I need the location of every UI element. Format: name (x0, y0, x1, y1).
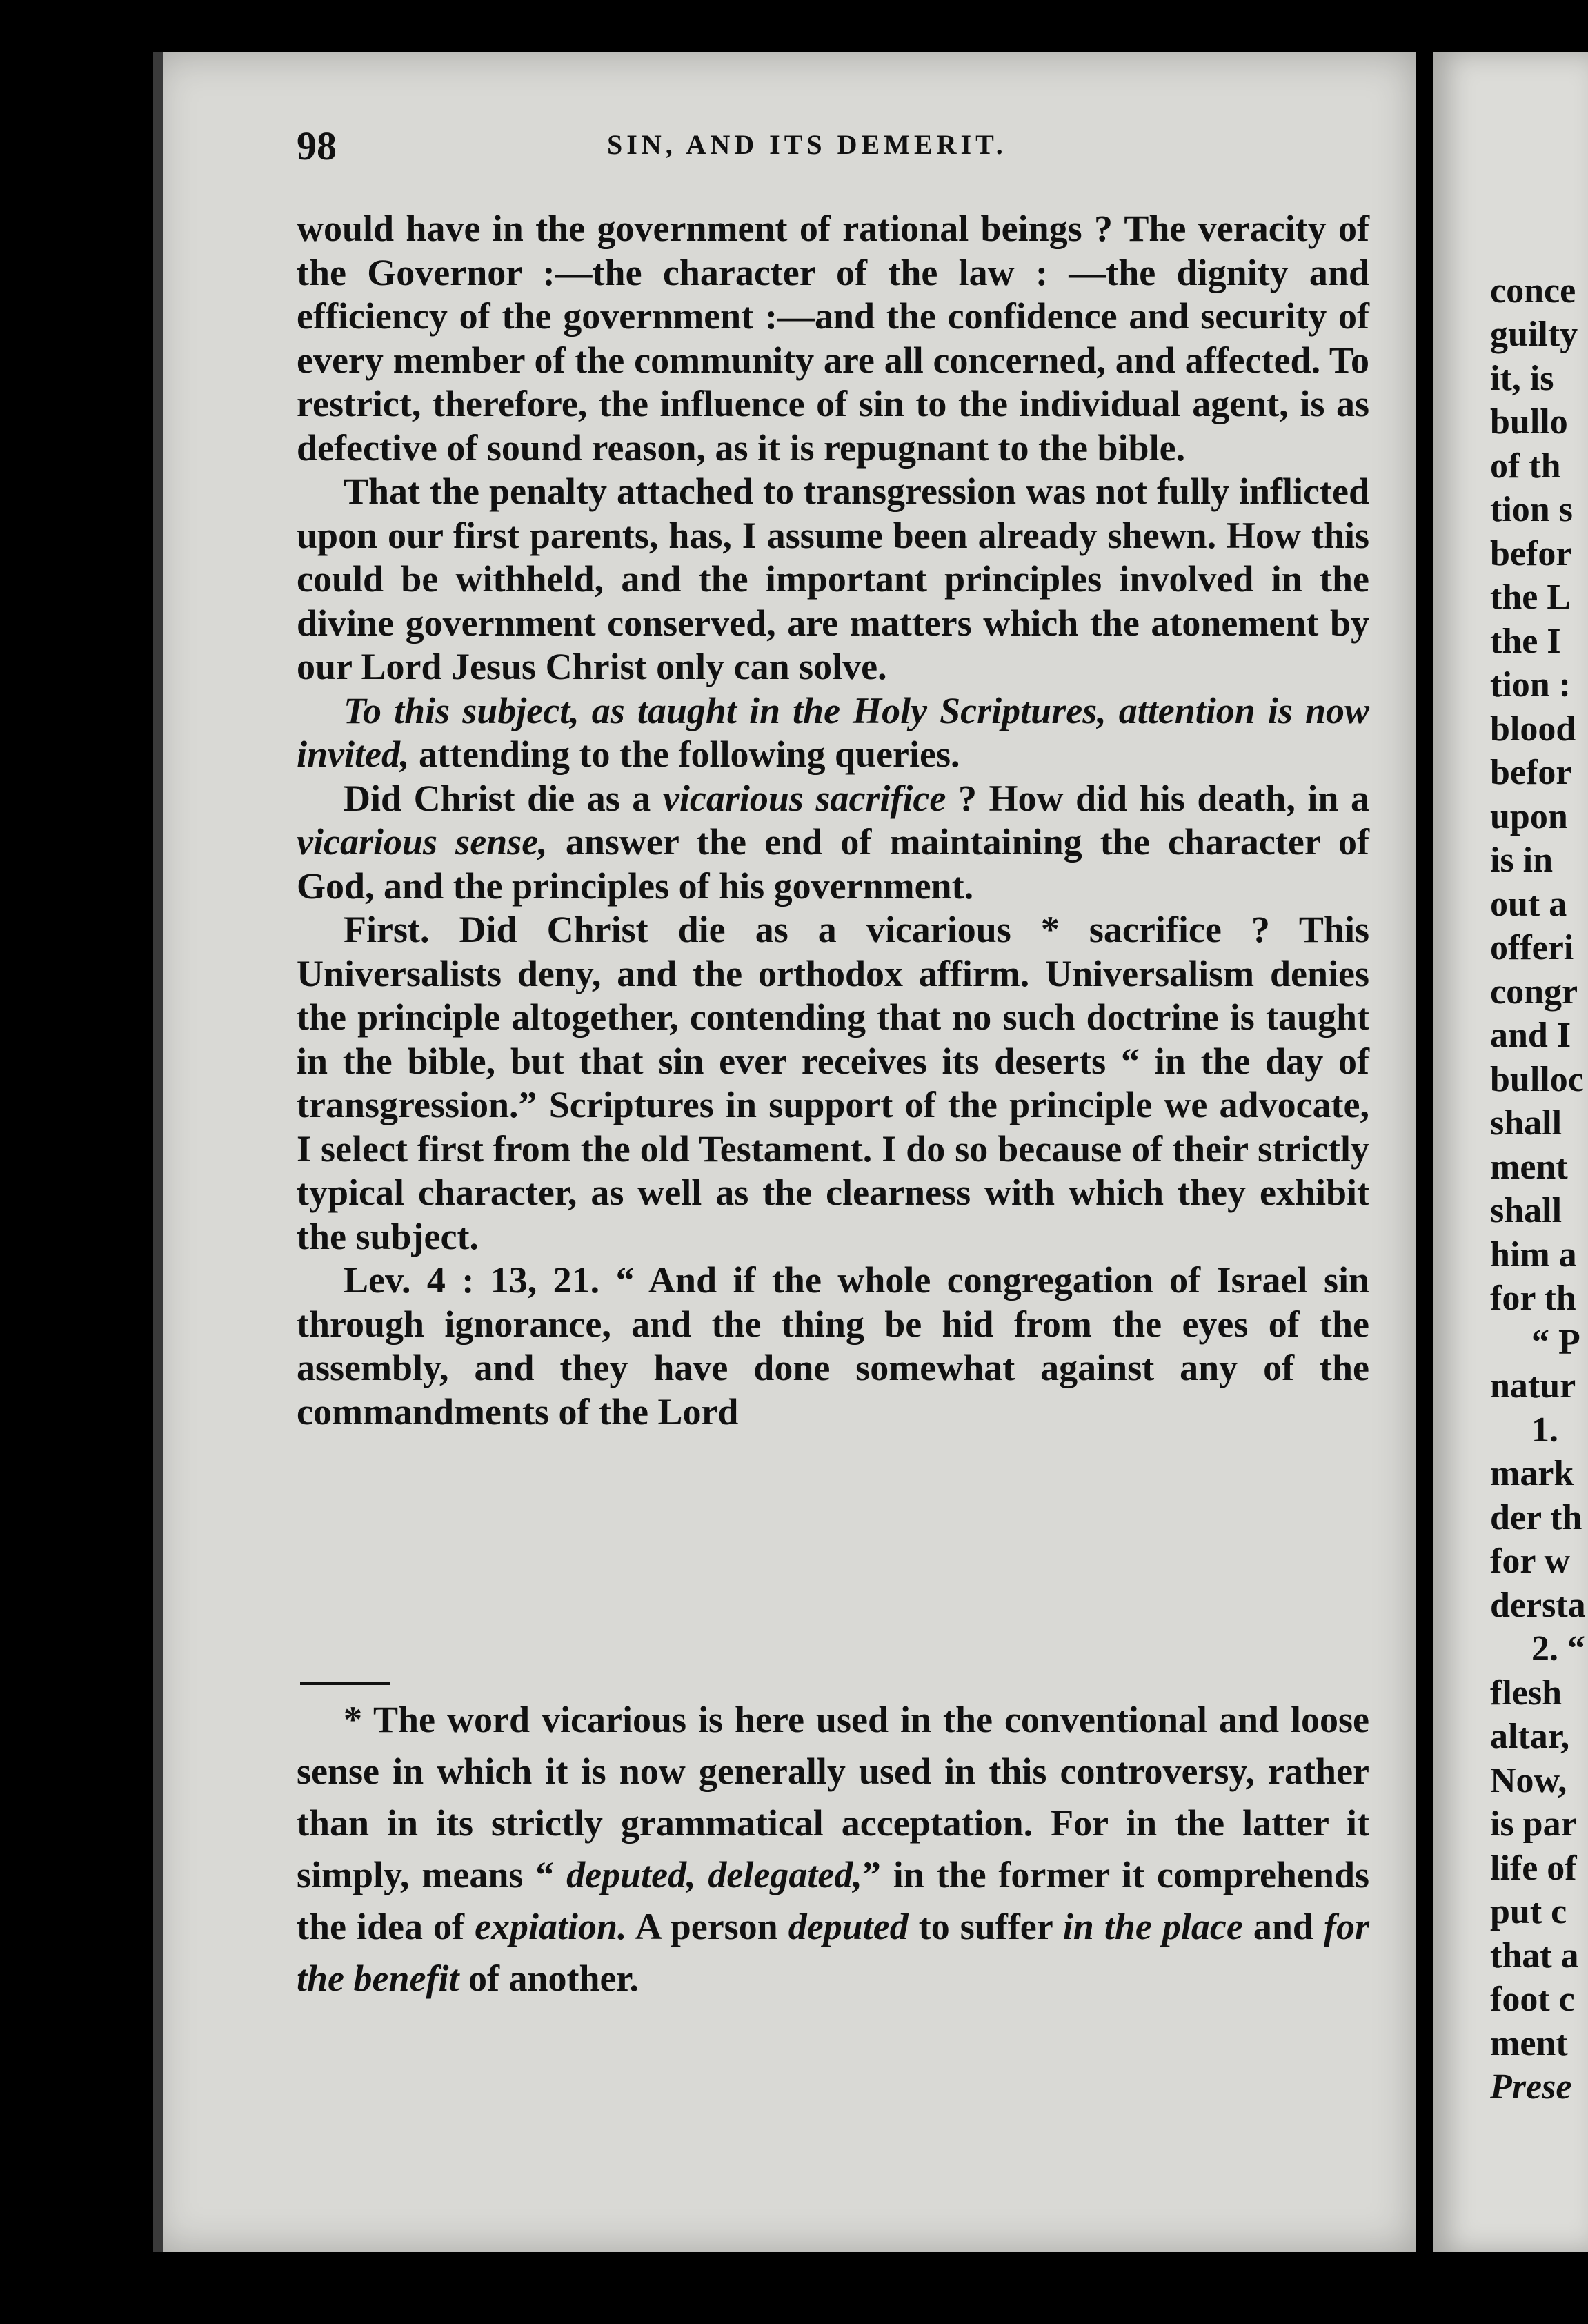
italic-text: vicarious sacrifice (662, 777, 946, 819)
italic-text: expiation. (475, 1906, 627, 1947)
facing-page-line: and I (1490, 1016, 1571, 1055)
facing-page-line: dersta (1490, 1585, 1586, 1625)
text-run: attending to the following queries. (409, 733, 960, 775)
text-run: to suffer (908, 1906, 1063, 1947)
text-run: and (1242, 1906, 1324, 1947)
facing-page-line: bulloc (1490, 1059, 1584, 1099)
facing-page-line: shall (1490, 1103, 1562, 1143)
facing-page-line: it, is (1490, 358, 1554, 398)
facing-page-line: tion s (1490, 490, 1573, 529)
facing-page-line: natur (1490, 1366, 1576, 1406)
text-run: would have in the government of rational beings ? The veracity of the Governor :—the character of the law : —the dignity and efficiency of the government :—and the confidence and security of every member of the community are all concerned, and affected. To restrict, therefore, the influence of sin to the individual agent, is as defective of sound reason, as it is repugnant to the bible. (297, 208, 1369, 469)
text-run: A person (626, 1906, 788, 1947)
book-page-right (1433, 52, 1588, 2252)
text-run: Did Christ die as a (344, 777, 663, 819)
facing-page-line: tion : (1490, 665, 1571, 705)
facing-page-line: for w (1490, 1542, 1571, 1581)
text-run: Lev. 4 : 13, 21. “ And if the whole congregation of Israel sin through ignorance, and the thing be hid from the eyes of the assembly, and they have done somewhat against any of the commandments of the Lord (297, 1259, 1369, 1432)
facing-page-line: out a (1490, 884, 1567, 924)
facing-page-line: for th (1490, 1279, 1576, 1318)
facing-page-line: of th (1490, 446, 1561, 486)
text-run: answer the end of maintaining the character of God, and the principles of his government. (297, 821, 1370, 907)
running-title: SIN, AND ITS DEMERIT. (607, 129, 1007, 160)
facing-page-line: is par (1490, 1804, 1577, 1844)
facing-page-line: offeri (1490, 928, 1574, 967)
footnote-rule (300, 1682, 390, 1685)
italic-text: vicarious sense, (297, 821, 548, 863)
facing-page-line: is in (1490, 840, 1554, 880)
facing-page-line: flesh (1490, 1673, 1562, 1713)
facing-page-line: put c (1490, 1892, 1567, 1931)
paragraph (297, 908, 1369, 1259)
facing-page-line: bullo (1490, 402, 1568, 442)
footnote (297, 1694, 1369, 2005)
facing-page-line: life of (1490, 1848, 1577, 1888)
italic-text: for the benefit (297, 1906, 1369, 1999)
italic-text: deputed, delegated, (566, 1854, 862, 1895)
paragraph (297, 689, 1369, 777)
italic-text: deputed (788, 1906, 909, 1947)
facing-page-line: der th (1490, 1497, 1582, 1537)
facing-page-line: congr (1490, 972, 1578, 1012)
text-run: ? How did his death, in a (946, 777, 1369, 819)
italic-text: To this subject, as taught in the Holy Scriptures, attention is now invited, (297, 689, 1369, 775)
page-number: 98 (297, 124, 337, 168)
facing-page-line: him a (1490, 1234, 1577, 1274)
facing-page-line: ment (1490, 1147, 1568, 1187)
facing-page-line: befor (1490, 753, 1572, 792)
facing-page-line: Now, (1490, 1760, 1567, 1800)
facing-page-line: befor (1490, 533, 1572, 573)
text-run: * The word vicarious is here used in the conventional and loose sense in which it is now generally used in this controversy, rather than in its strictly grammatical acceptation. For in the latter it simply, means “ (297, 1699, 1369, 1895)
facing-page-line: Prese (1490, 2067, 1572, 2107)
main-body-text (297, 207, 1369, 1434)
facing-page-line: conce (1490, 270, 1576, 311)
facing-page-line: altar, (1490, 1717, 1570, 1756)
facing-page-line: 2. “ (1531, 1629, 1585, 1668)
page-gutter-edge (153, 52, 163, 2252)
running-header (297, 123, 1373, 178)
facing-page-line: guilty (1490, 315, 1578, 354)
text-run: of another. (459, 1958, 639, 1999)
text-run: ” in the former it comprehends the idea of (297, 1854, 1369, 1947)
facing-page-line: ment (1490, 2023, 1568, 2063)
facing-page-line: the L (1490, 578, 1571, 617)
facing-page-line: shall (1490, 1191, 1562, 1230)
italic-text: in the place (1062, 1906, 1243, 1947)
facing-page-line: mark (1490, 1454, 1574, 1493)
paragraph (297, 777, 1369, 909)
facing-page-line: the I (1490, 621, 1561, 661)
facing-page-line: blood (1490, 709, 1576, 749)
paragraph (297, 207, 1369, 470)
paragraph (297, 470, 1369, 689)
facing-page-line: foot c (1490, 1980, 1575, 2019)
facing-page-text (1433, 225, 1586, 2109)
facing-page-line: that a (1490, 1936, 1579, 1976)
paragraph (297, 1259, 1369, 1434)
text-run: That the penalty attached to transgression was not fully inflicted upon our first parents, has, I assume been already shewn. How this could be withheld, and the important principles involved in the divine government conserved, are matters which the atonement by our Lord Jesus Christ only can solve. (297, 471, 1369, 687)
facing-page-line (1490, 225, 1586, 269)
facing-page-line: upon (1490, 796, 1568, 836)
facing-page-line: “ P (1531, 1322, 1580, 1362)
text-run: First. Did Christ die as a vicarious * sacrifice ? This Universalists deny, and the orthodox affirm. Universalism denies the principle altogether, contending that no such doctrine is taught in the bible, but that sin ever receives its deserts “ in the day of transgression.” Scriptures in support of the principle we advocate, I select first from the old Testament. I do so because of their strictly typical character, as well as the clearness with which they exhibit the subject. (297, 909, 1369, 1257)
facing-page-line: 1. (1531, 1410, 1558, 1450)
